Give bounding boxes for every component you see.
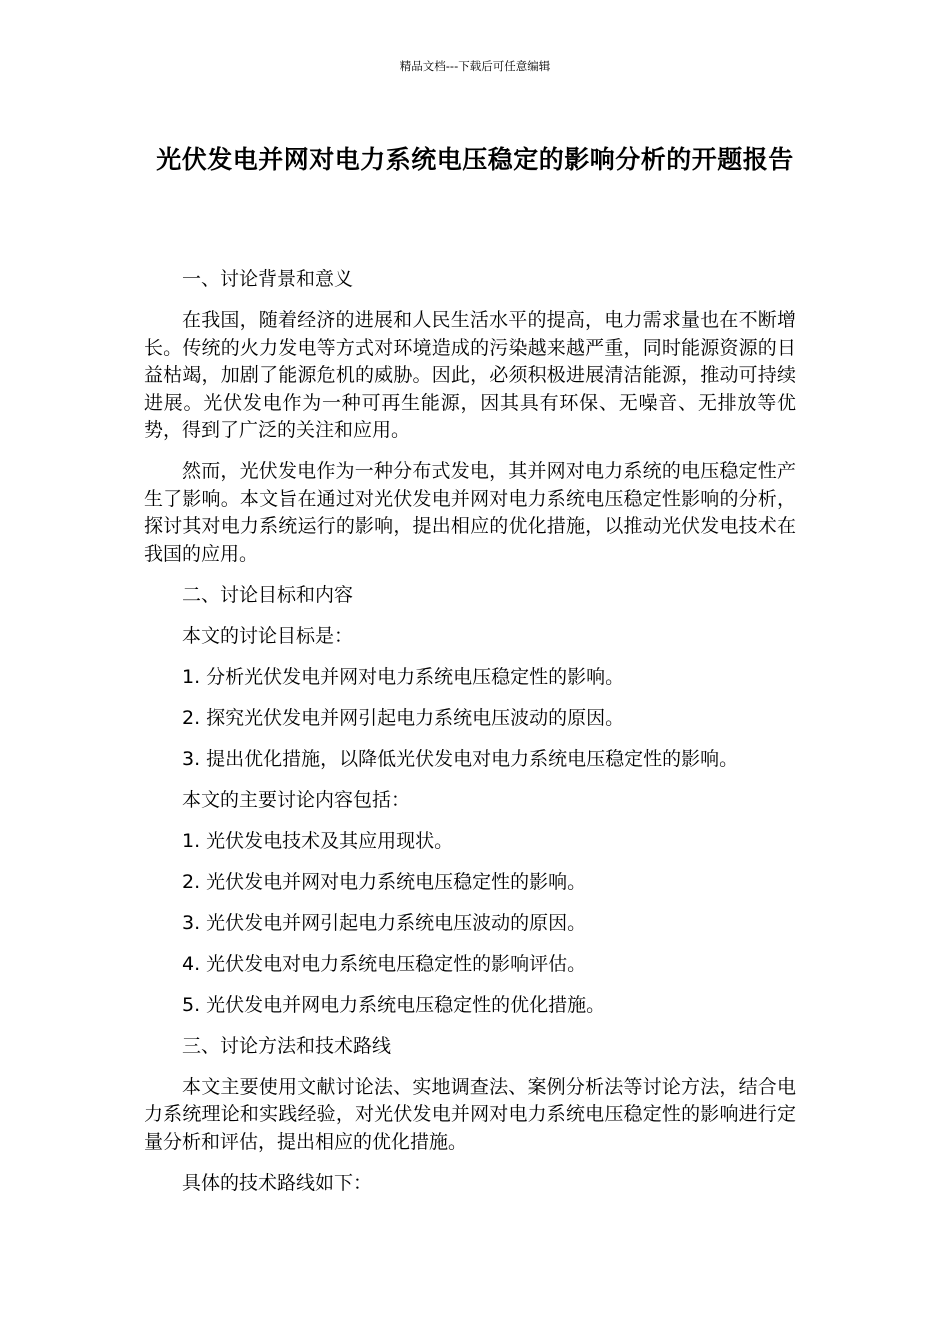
section-heading-goals: 二、讨论目标和内容 [182,583,354,606]
section-heading-background: 一、讨论背景和意义 [182,268,354,290]
content-item: 4. 光伏发电对电力系统电压稳定性的影响评估。 [182,952,587,975]
document-body [144,266,796,1211]
paragraph-purpose: 然而，光伏发电作为一种分布式发电，其并网对电力系统的电压稳定性产生了影响。本文旨在通过对光伏发电并网对电力系统电压稳定性影响的分析，探讨其对电力系统运行的影响，提出相应的优化措施，以推动光伏发电技术在我国的应用。 [144,460,796,565]
goal-item: 1. 分析光伏发电并网对电力系统电压稳定性的影响。 [182,665,625,688]
document-title: 光伏发电并网对电力系统电压稳定的影响分析的开题报告 [156,145,794,174]
goal-item: 3. 提出优化措施，以降低光伏发电对电力系统电压稳定性的影响。 [182,747,739,770]
content-item: 2. 光伏发电并网对电力系统电压稳定性的影响。 [182,870,587,893]
content-intro: 本文的主要讨论内容包括： [182,788,411,811]
section-heading-methods: 三、讨论方法和技术路线 [182,1034,392,1057]
goal-item: 2. 探究光伏发电并网引起电力系统电压波动的原因。 [182,706,625,729]
page-header: 精品文档---下载后可任意编辑 [399,59,551,73]
route-intro: 具体的技术路线如下： [182,1171,373,1194]
content-item: 3. 光伏发电并网引起电力系统电压波动的原因。 [182,911,587,934]
paragraph-background: 在我国，随着经济的进展和人民生活水平的提高，电力需求量也在不断增长。传统的火力发电等方式对环境造成的污染越来越严重，同时能源资源的日益枯竭，加剧了能源危机的威胁。因此，必须积极进展清洁能源，推动可持续进展。光伏发电作为一种可再生能源，因其具有环保、无噪音、无排放等优势，得到了广泛的关注和应用。 [144,309,796,441]
content-item: 5. 光伏发电并网电力系统电压稳定性的优化措施。 [182,993,606,1016]
content-item: 1. 光伏发电技术及其应用现状。 [182,829,454,852]
goals-intro: 本文的讨论目标是： [182,624,354,647]
paragraph-methods: 本文主要使用文献讨论法、实地调查法、案例分析法等讨论方法，结合电力系统理论和实践经验，对光伏发电并网对电力系统电压稳定性的影响进行定量分析和评估，提出相应的优化措施。 [144,1075,796,1153]
